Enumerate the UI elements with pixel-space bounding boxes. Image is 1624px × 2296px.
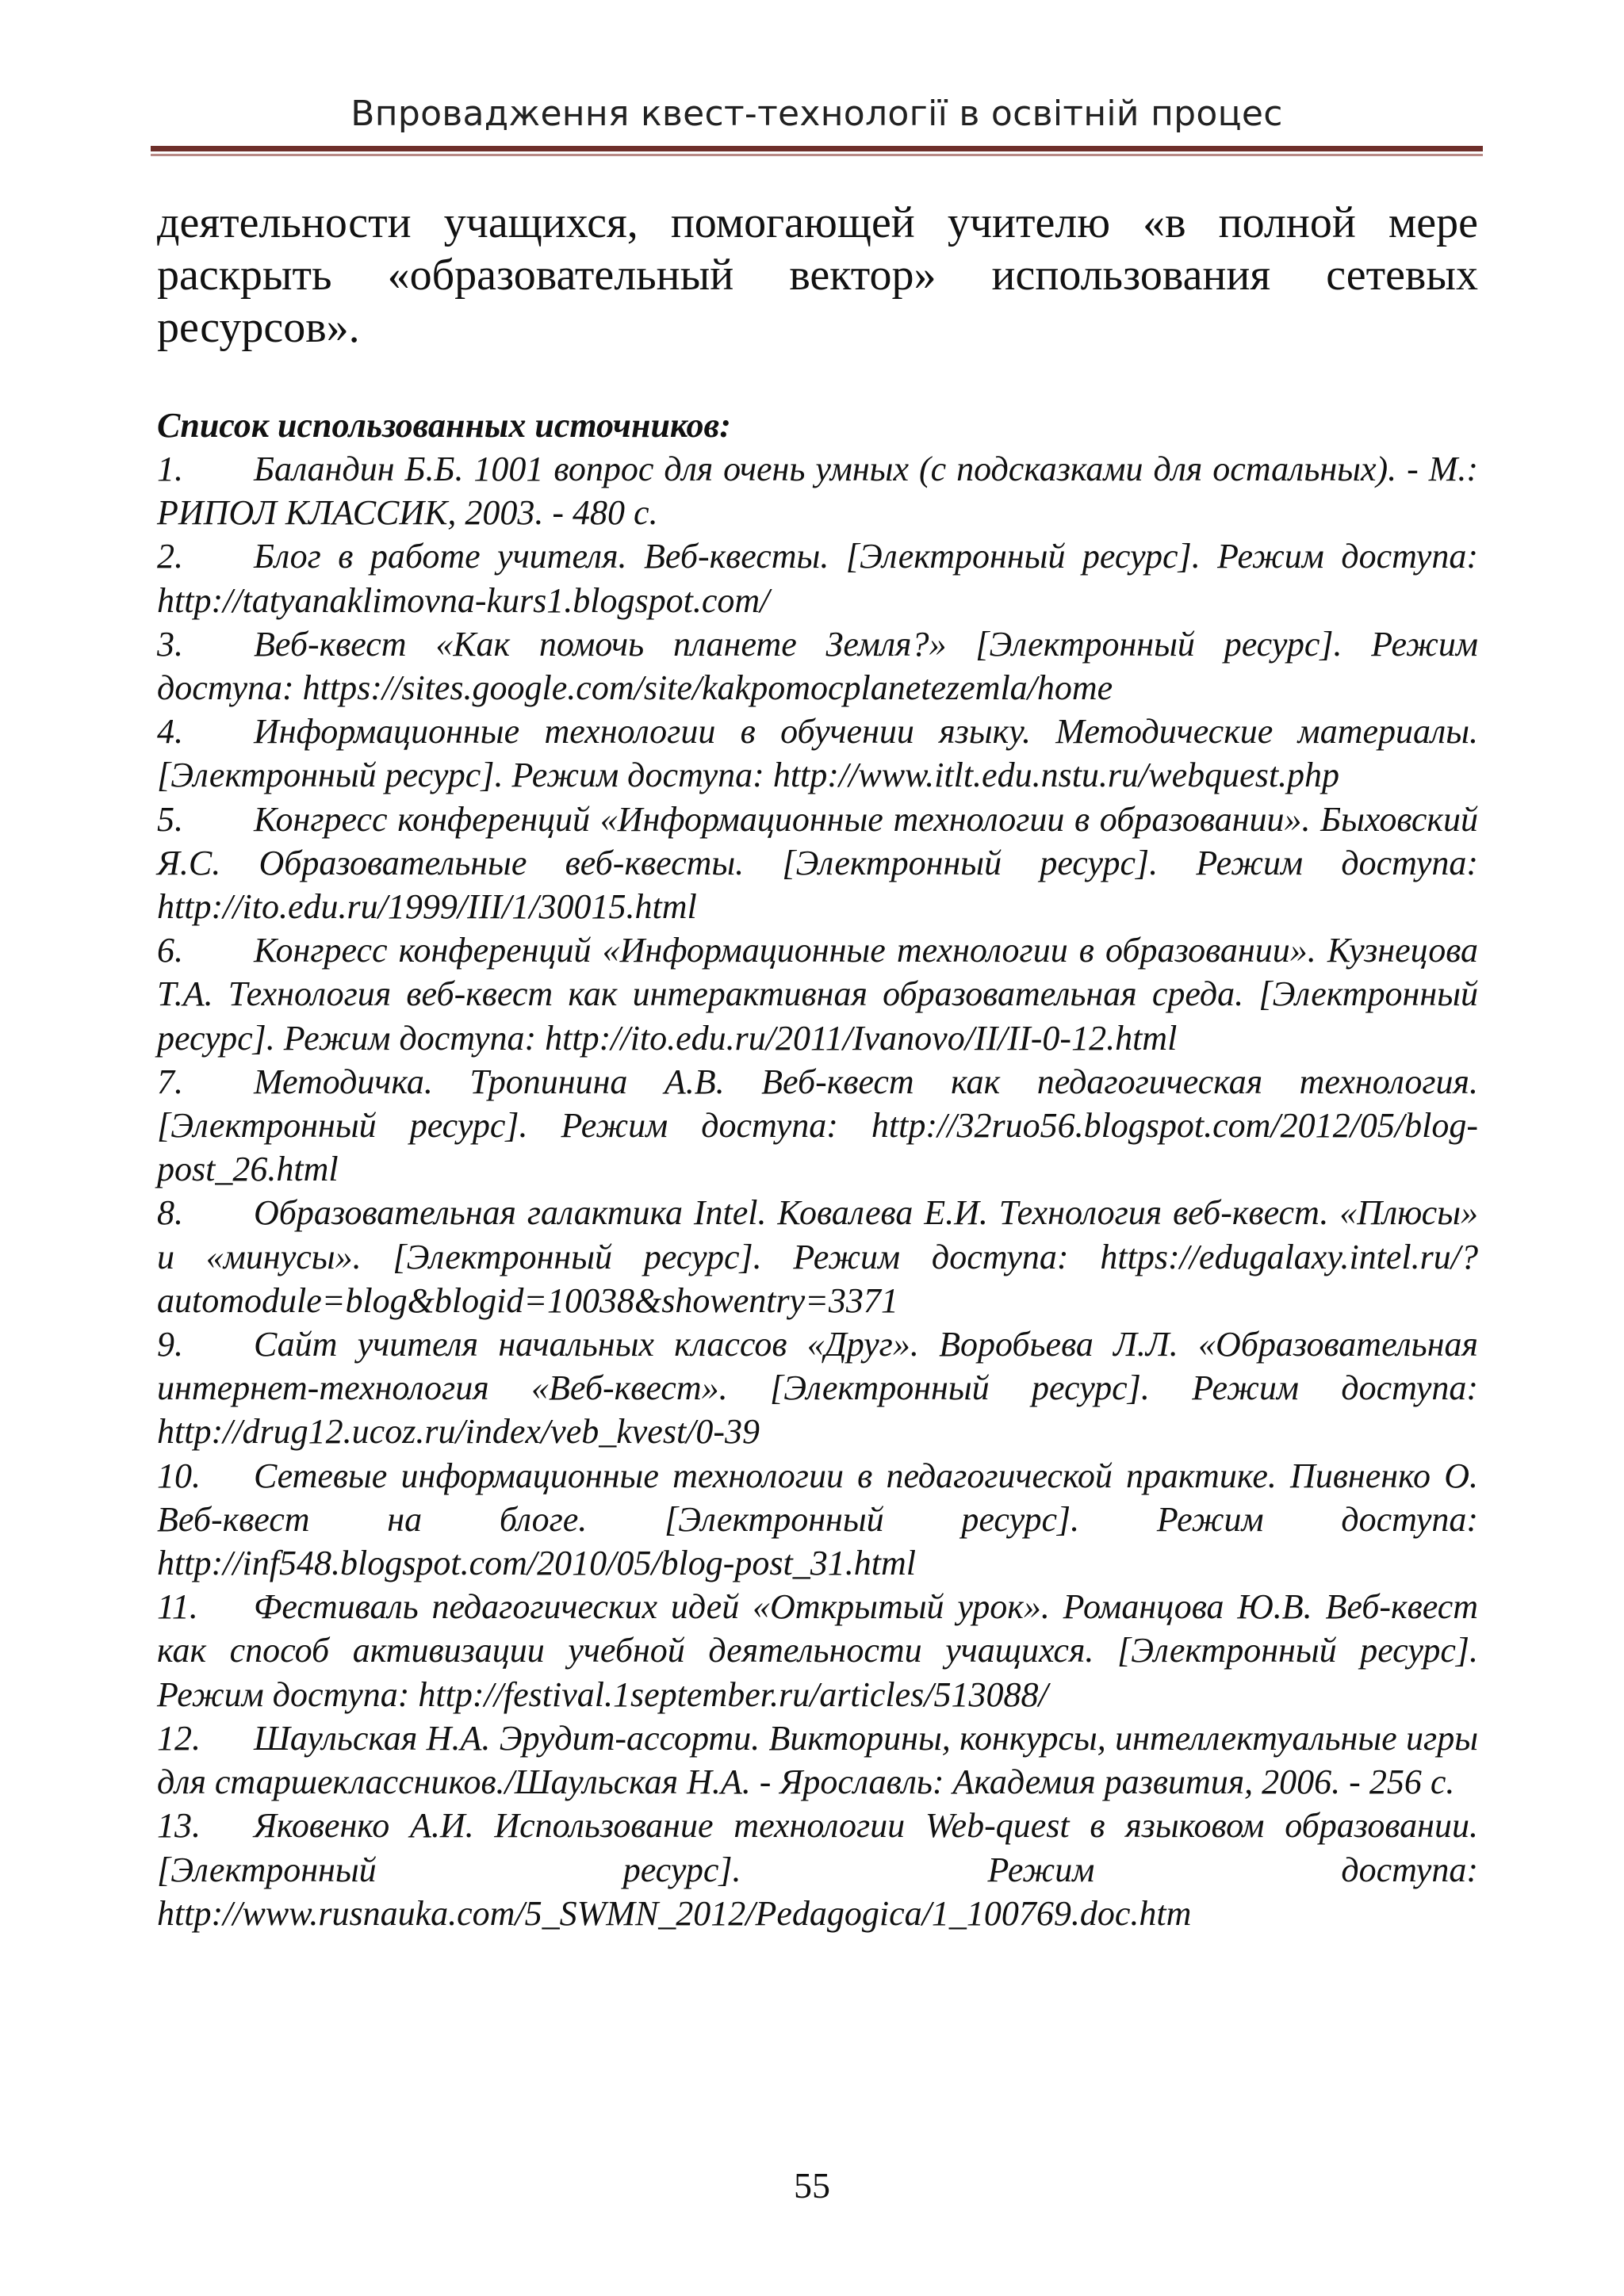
source-item-text: Яковенко А.И. Использование технологии Web-quest в языковом образовании. [Электронный ресурс]. Режим доступа: http://www.rusnauka.com/5_SWMN_2012/Pedagogica/1_100769.doc.htm	[157, 1806, 1478, 1933]
source-item	[157, 1191, 1478, 1322]
source-item	[157, 1060, 1478, 1192]
running-header: Впровадження квест-технології в освітній процес	[350, 94, 1283, 134]
source-item-text: Методичка. Тропинина А.В. Веб-квест как педагогическая технология. [Электронный ресурс]. Режим доступа: http://32ruo56.blogspot.com/2012/05/blog-post_26.html	[157, 1062, 1478, 1189]
source-item-text: Веб-квест «Как помочь планете Земля?» [Электронный ресурс]. Режим доступа: https://sites.google.com/site/kakpomocplanetezemla/home	[157, 624, 1478, 708]
source-item	[157, 622, 1478, 710]
source-item	[157, 534, 1478, 622]
source-item-text: Блог в работе учителя. Веб-квесты. [Электронный ресурс]. Режим доступа: http://tatyanaklimovna-kurs1.blogspot.com/	[157, 537, 1478, 620]
source-item-text: Информационные технологии в обучении языку. Методические материалы. [Электронный ресурс]. Режим доступа: http://www.itlt.edu.nstu.ru/webquest.php	[157, 712, 1478, 795]
source-item	[157, 1322, 1478, 1454]
intro-paragraph: деятельности учащихся, помогающей учителю «в полной мере раскрыть «образовательный вектор» использования сетевых ресурсов».	[157, 198, 1478, 352]
source-item-text: Конгресс конференций «Информационные технологии в образовании». Быховский Я.С. Образовательные веб-квесты. [Электронный ресурс]. Режим доступа: http://ito.edu.ru/1999/III/1/30015.html	[157, 799, 1478, 927]
source-item-text: Фестиваль педагогических идей «Открытый урок». Романцова Ю.В. Веб-квест как способ активизации учебной деятельности учащихся. [Электронный ресурс]. Режим доступа: http://festival.1september.ru/articles/513088/	[157, 1587, 1478, 1714]
header-rule	[151, 146, 1483, 151]
source-item-number: 3.	[157, 624, 183, 664]
sources-list	[157, 447, 1478, 1935]
page-number: 55	[794, 2165, 830, 2206]
source-item-number: 4.	[157, 712, 183, 752]
source-item-number: 9.	[157, 1325, 183, 1364]
source-item	[157, 447, 1478, 534]
source-item-number: 7.	[157, 1062, 183, 1101]
source-item-text: Сайт учителя начальных классов «Друг». Воробьева Л.Л. «Образовательная интернет-технология «Веб-квест». [Электронный ресурс]. Режим доступа: http://drug12.ucoz.ru/index/veb_kvest/0-39	[157, 1325, 1478, 1452]
source-item-number: 2.	[157, 537, 183, 576]
source-item	[157, 1804, 1478, 1935]
source-item-number: 11.	[157, 1587, 198, 1627]
header-rule-secondary	[151, 154, 1483, 156]
source-item-text: Конгресс конференций «Информационные технологии в образовании». Кузнецова Т.А. Технология веб-квест как интерактивная образовательная среда. [Электронный ресурс]. Режим доступа: http://ito.edu.ru/2011/Ivanovo/II/II-0-12.html	[157, 931, 1478, 1058]
source-item-text: Шаульская Н.А. Эрудит-ассорти. Викторины, конкурсы, интеллектуальные игры для старшеклассников./Шаульская Н.А. - Ярославль: Академия развития, 2006. - 256 с.	[157, 1718, 1478, 1802]
source-item-number: 1.	[157, 450, 183, 488]
source-item-number: 6.	[157, 931, 183, 970]
source-item	[157, 1716, 1478, 1804]
source-item-number: 10.	[157, 1456, 201, 1495]
source-item-text: Сетевые информационные технологии в педагогической практике. Пивненко О. Веб-квест на блоге. [Электронный ресурс]. Режим доступа: http://inf548.blogspot.com/2010/05/blog-post_31.html	[157, 1456, 1478, 1583]
source-item-number: 12.	[157, 1718, 201, 1758]
source-item	[157, 1585, 1478, 1716]
source-item-text: Баландин Б.Б. 1001 вопрос для очень умных (с подсказками для остальных). - М.: РИПОЛ КЛАССИК, 2003. - 480 с.	[157, 450, 1478, 533]
source-item-text: Образовательная галактика Intel. Ковалева Е.И. Технология веб-квест. «Плюсы» и «минусы». [Электронный ресурс]. Режим доступа: https://edugalaxy.intel.ru/?automodule=blog&blogid=10038&showentry=3371	[157, 1193, 1478, 1320]
source-item	[157, 928, 1478, 1060]
source-item	[157, 710, 1478, 797]
source-item-number: 5.	[157, 799, 183, 839]
source-item	[157, 1454, 1478, 1586]
source-item-number: 13.	[157, 1806, 201, 1846]
source-item-number: 8.	[157, 1193, 183, 1233]
sources-title: Список использованных источников:	[157, 406, 731, 445]
source-item	[157, 798, 1478, 929]
